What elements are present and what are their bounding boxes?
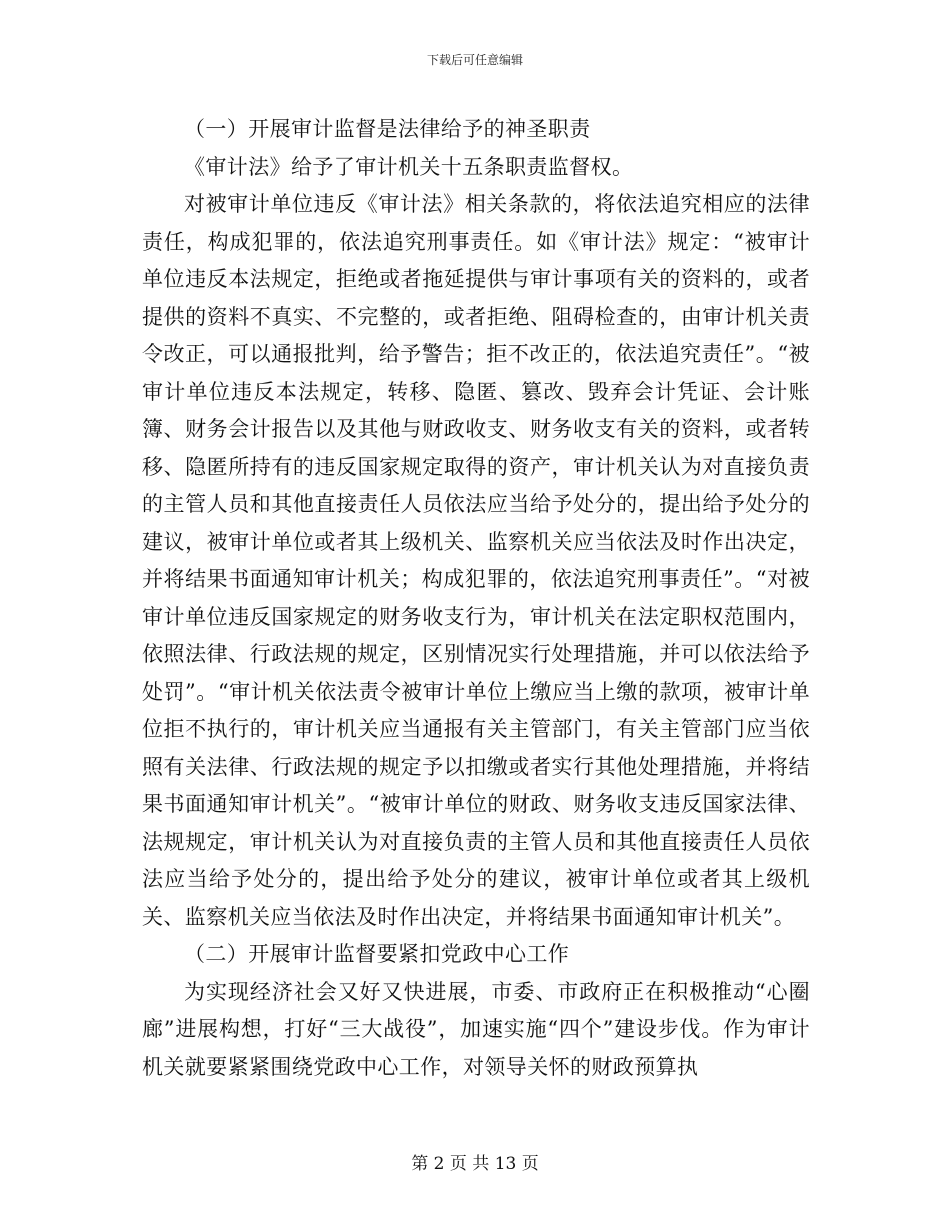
page-number: 第 2 页 共 13 页 (411, 1154, 539, 1174)
paragraph-3: 为实现经济社会又好又快进展，市委、市政府正在积极推动“心圈廊”进展构想，打好“三大战役”，加速实施“四个”建设步伐。作为审计机关就要紧紧围绕党政中心工作，对领导关怀的财政预算执 (142, 979, 810, 1079)
page-header-note: 下载后可任意编辑 (426, 53, 523, 67)
paragraph-2: 对被审计单位违反《审计法》相关条款的，将依法追究相应的法律责任，构成犯罪的，依法追究刑事责任。如《审计法》规定：“被审计单位违反本法规定，拒绝或者拖延提供与审计事项有关的资料的，或者提供的资料不真实、不完整的，或者拒绝、阻碍检查的，由审计机关责令改正，可以通报批判，给予警告；拒不改正的，依法追究责任”。“被审计单位违反本法规定，转移、隐匿、篡改、毁弃会计凭证、会计账簿、财务会计报告以及其他与财政收支、财务收支有关的资料，或者转移、隐匿所持有的违反国家规定取得的资产，审计机关认为对直接负责的主管人员和其他直接责任人员依法应当给予处分的，提出给予处分的建议，被审计单位或者其上级机关、监察机关应当依法及时作出决定，并将结果书面通知审计机关；构成犯罪的，依法追究刑事责任”。“对被审计单位违反国家规定的财务收支行为，审计机关在法定职权范围内，依照法律、行政法规的规定，区别情况实行处理措施，并可以依法给予处罚”。“审计机关依法责令被审计单位上缴应当上缴的款项，被审计单位拒不执行的，审计机关应当通报有关主管部门，有关主管部门应当依照有关法律、行政法规的规定予以扣缴或者实行其他处理措施，并将结果书面通知审计机关”。“被审计单位的财政、财务收支违反国家法律、法规规定，审计机关认为对直接负责的主管人员和其他直接责任人员依法应当给予处分的，提出给予处分的建议，被审计单位或者其上级机关、监察机关应当依法及时作出决定，并将结果书面通知审计机关”。 (142, 192, 810, 929)
section-heading-2: （二）开展审计监督要紧扣党政中心工作 (184, 942, 570, 966)
document-body (142, 111, 810, 1086)
section-heading-1: （一）开展审计监督是法律给予的神圣职责 (184, 117, 591, 141)
paragraph-1: 《审计法》给予了审计机关十五条职责监督权。 (184, 154, 634, 179)
